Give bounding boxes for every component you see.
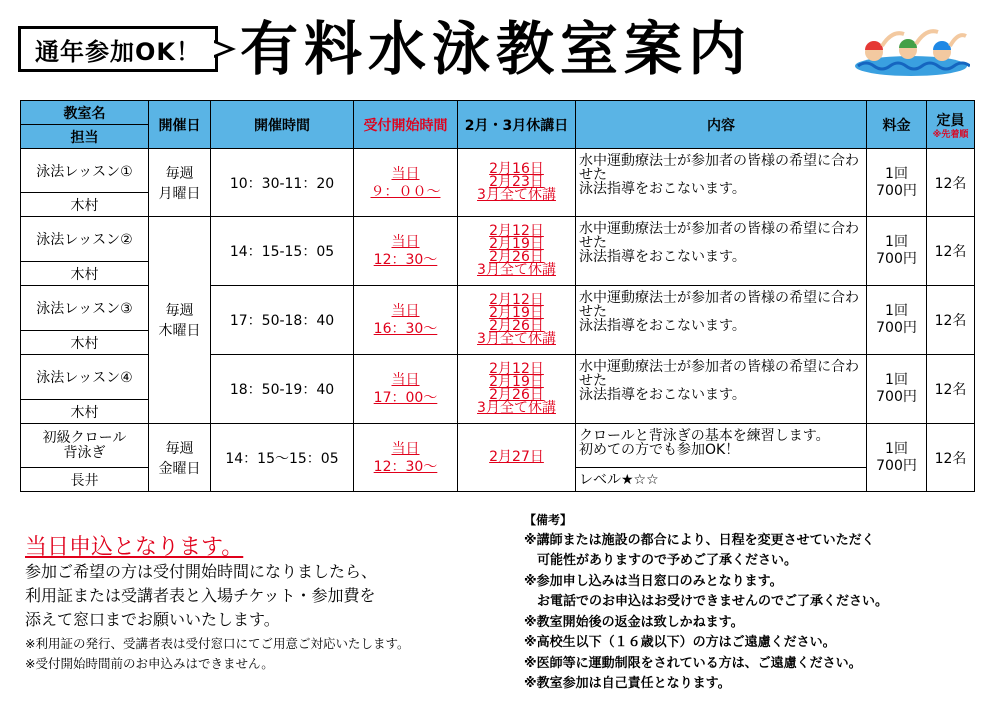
remarks: 【備考】 ※講師または施設の都合により、日程を変更させていただく 可能性がありますので予めご了承ください。 ※参加申し込みは当日窓口のみとなります。 お電話でのお申込はお受けできませんのでご了承ください。 ※教室開始後の返金は致しかねます。 ※高校生以下（１６歳以下）の方はご遠慮ください。 ※医師等に運動制限をされている方は、ご遠慮ください。 ※教室参加は自己責任となります。 xyxy=(524,510,888,695)
notice-text: 参加ご希望の方は受付開始時間になりましたら、 利用証または受講者表と入場チケット・参加費を 添えて窓口までお願いいたします。 xyxy=(25,562,378,629)
class-teacher: 木村 xyxy=(21,400,149,424)
class-time: 18：50-19：40 xyxy=(211,355,354,424)
class-fee: 1回 700円 xyxy=(867,149,927,217)
header-content: 内容 xyxy=(576,101,867,149)
header-class-name: 教室名 xyxy=(21,101,149,125)
class-capacity: 12名 xyxy=(927,286,975,355)
class-capacity: 12名 xyxy=(927,355,975,424)
holidays: 2月12日 2月19日 2月26日 3月全て休講 xyxy=(458,355,576,424)
class-capacity: 12名 xyxy=(927,149,975,217)
reception-time: 当日 12：30～ xyxy=(354,424,458,492)
class-name: 泳法レッスン④ xyxy=(21,355,149,400)
class-capacity: 12名 xyxy=(927,424,975,492)
class-level: レベル★☆☆ xyxy=(576,468,867,492)
holidays: 2月16日 2月23日 3月全て休講 xyxy=(458,149,576,217)
class-fee: 1回 700円 xyxy=(867,286,927,355)
swimmers-illustration-icon xyxy=(852,22,970,78)
remarks-heading: 【備考】 xyxy=(524,513,573,527)
class-teacher: 木村 xyxy=(21,331,149,355)
class-teacher: 長井 xyxy=(21,468,149,492)
class-content: 水中運動療法士が参加者の皆様の希望に合わせた 泳法指導をおこないます。 xyxy=(576,217,867,286)
class-time: 17：50-18：40 xyxy=(211,286,354,355)
class-teacher: 木村 xyxy=(21,262,149,286)
class-day: 毎週 金曜日 xyxy=(149,424,211,492)
class-time: 10：30-11：20 xyxy=(211,149,354,217)
table-row xyxy=(21,217,975,262)
class-capacity: 12名 xyxy=(927,217,975,286)
class-fee: 1回 700円 xyxy=(867,424,927,492)
header-time: 開催時間 xyxy=(211,101,354,149)
reception-time: 当日 17：00～ xyxy=(354,355,458,424)
header-day: 開催日 xyxy=(149,101,211,149)
class-name: 泳法レッスン② xyxy=(21,217,149,262)
class-name: 泳法レッスン① xyxy=(21,149,149,193)
badge-text: 通年参加OK！ xyxy=(35,37,201,66)
class-fee: 1回 700円 xyxy=(867,217,927,286)
notice-notes: ※利用証の発行、受講者表は受付窓口にてご用意ご対応いたします。 ※受付開始時間前のお申込みはできません。 xyxy=(25,636,410,671)
header-teacher: 担当 xyxy=(21,125,149,149)
class-content: 水中運動療法士が参加者の皆様の希望に合わせた 泳法指導をおこないます。 xyxy=(576,149,867,217)
capacity-note: ※先着順 xyxy=(932,129,969,140)
header-holidays: 2月・3月休講日 xyxy=(458,101,576,149)
table-row xyxy=(21,149,975,193)
class-content: 水中運動療法士が参加者の皆様の希望に合わせた 泳法指導をおこないます。 xyxy=(576,355,867,424)
notice-title: 当日申込となります。 xyxy=(25,535,244,560)
reception-time: 当日 16：30～ xyxy=(354,286,458,355)
class-day: 毎週 木曜日 xyxy=(149,217,211,424)
class-time: 14：15-15：05 xyxy=(211,217,354,286)
header-fee: 料金 xyxy=(867,101,927,149)
holidays: 2月27日 xyxy=(458,424,576,492)
schedule-table xyxy=(20,100,975,492)
class-fee: 1回 700円 xyxy=(867,355,927,424)
class-teacher: 木村 xyxy=(21,193,149,217)
class-day: 毎週 月曜日 xyxy=(149,149,211,217)
holidays: 2月12日 2月19日 2月26日 3月全て休講 xyxy=(458,286,576,355)
header-reception: 受付開始時間 xyxy=(354,101,458,149)
class-time: 14：15～15：05 xyxy=(211,424,354,492)
table-row xyxy=(21,424,975,468)
reception-time: 当日 ９：００～ xyxy=(354,149,458,217)
page-title: 有料水泳教室案内 xyxy=(240,15,753,83)
header-capacity: 定員 ※先着順 xyxy=(927,101,975,149)
year-round-badge xyxy=(18,26,218,72)
reception-time: 当日 12：30～ xyxy=(354,217,458,286)
class-name: 初級クロール 背泳ぎ xyxy=(21,424,149,468)
class-content: クロールと背泳ぎの基本を練習します。 初めての方でも参加OK！ xyxy=(576,424,867,468)
holidays: 2月12日 2月19日 2月26日 3月全て休講 xyxy=(458,217,576,286)
class-content: 水中運動療法士が参加者の皆様の希望に合わせた 泳法指導をおこないます。 xyxy=(576,286,867,355)
class-name: 泳法レッスン③ xyxy=(21,286,149,331)
